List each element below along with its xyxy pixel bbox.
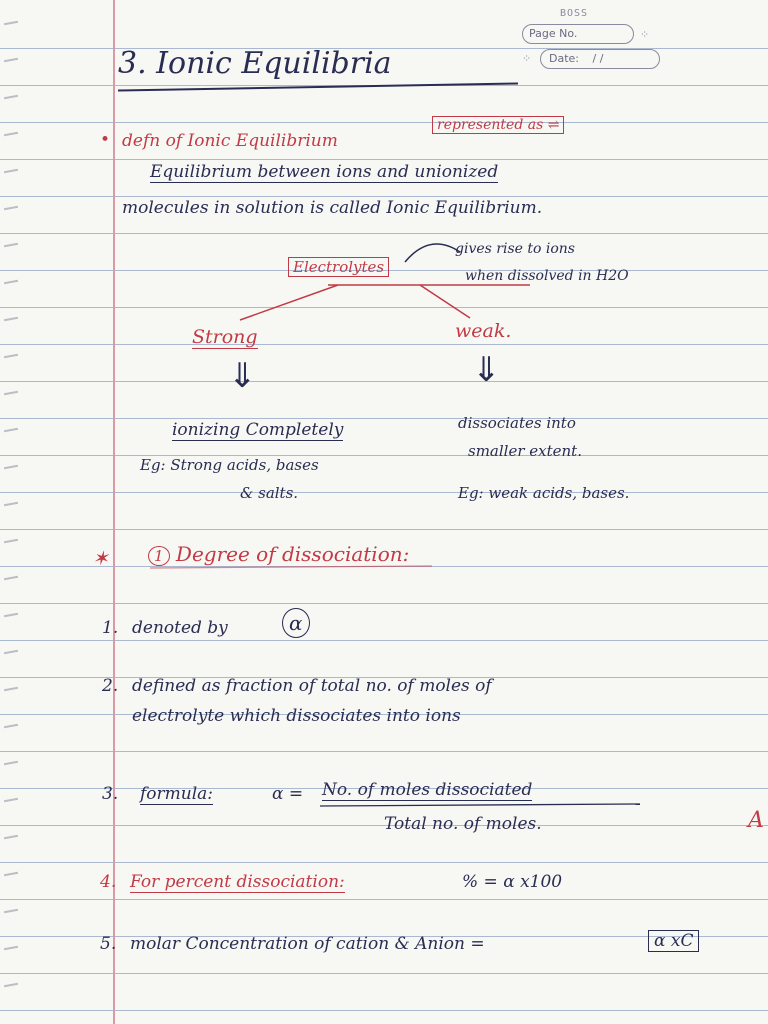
page-title: 3. Ionic Equilibria [118, 46, 392, 81]
point-3-label: formula: [140, 784, 214, 804]
degree-heading: 1 Degree of dissociation: [148, 542, 409, 566]
weak-desc-1: dissociates into [458, 414, 576, 432]
point-4-formula: % = α x100 [462, 872, 563, 892]
heading-num: 1 [148, 546, 170, 566]
edge-mark: A [748, 808, 764, 833]
strong-example-1: Eg: Strong acids, bases [140, 456, 319, 474]
formula-denominator: Total no. of moles. [384, 814, 542, 834]
definition-line-1: Equilibrium between ions and unionized [150, 162, 499, 182]
weak-desc-2: smaller extent. [468, 442, 582, 460]
point-1-num: 1. [102, 618, 119, 638]
electrolytes-box: Electrolytes [288, 257, 389, 277]
star-icon: ✶ [92, 546, 109, 570]
alpha-symbol: α [282, 608, 310, 638]
dots-decoration-icon: ⁘ [640, 28, 651, 41]
point-5-formula: α xC [648, 930, 699, 952]
strong-label: Strong [192, 326, 258, 348]
point-2-num: 2. [102, 676, 119, 696]
date-label: Date: [549, 52, 579, 65]
point-1-text: denoted by [132, 618, 228, 638]
point-2-line-1: defined as fraction of total no. of moles of [132, 676, 492, 696]
point-4-text: For percent dissociation: [130, 872, 345, 892]
weak-label: weak. [455, 320, 512, 342]
definition-label: defn of Ionic Equilibrium [122, 131, 338, 151]
definition-line-2: molecules in solution is called Ionic Equilibrium. [122, 198, 543, 218]
point-2-line-2: electrolyte which dissociates into ions [132, 706, 461, 726]
formula-numerator: No. of moles dissociated [322, 780, 533, 800]
electrolytes-note-2: when dissolved in H2O [465, 268, 629, 284]
strong-example-2: & salts. [240, 484, 299, 502]
point-5-text: molar Concentration of cation & Anion = [130, 934, 485, 954]
weak-example: Eg: weak acids, bases. [458, 484, 630, 502]
dots-decoration-icon: ⁘ [522, 52, 533, 65]
weak-down-arrow-icon: ⇓ [472, 350, 501, 390]
point-3-num: 3. [102, 784, 119, 804]
formula-lhs: α = [272, 784, 304, 804]
bullet: • [100, 130, 111, 150]
point-4-num: 4. [100, 872, 117, 892]
electrolytes-note-1: gives rise to ions [455, 241, 575, 257]
date-slashes: / / [592, 52, 604, 65]
brand-logo: BOSS [560, 8, 589, 19]
definition-note: represented as ⇌ [432, 116, 564, 134]
page-number-field: Page No. [522, 24, 634, 44]
point-5-num: 5. [100, 934, 117, 954]
strong-down-arrow-icon: ⇓ [228, 356, 257, 396]
strong-desc: ionizing Completely [172, 420, 344, 440]
